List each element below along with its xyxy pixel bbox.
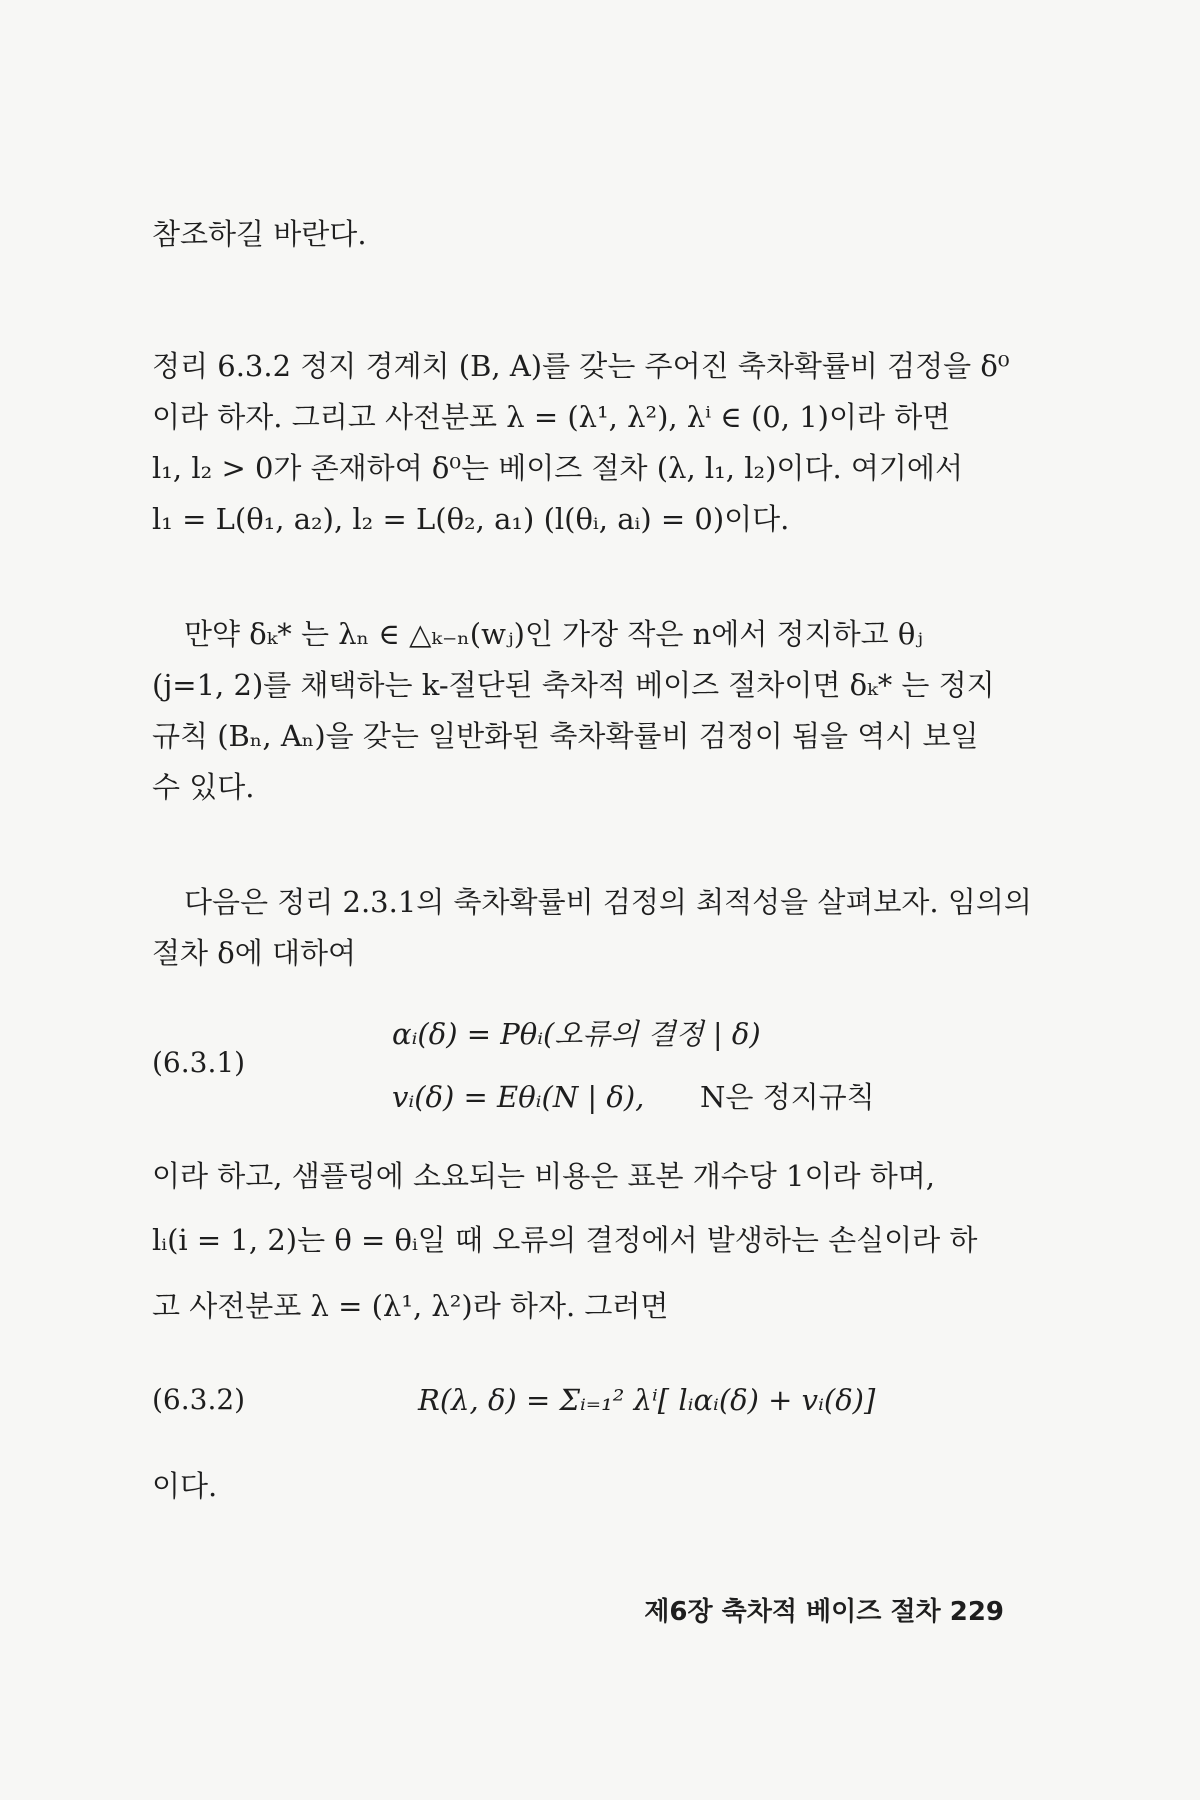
paragraph-line: 다음은 정리 2.3.1의 축차확률비 검정의 최적성을 살펴보자. 임의의 [184, 885, 1032, 919]
equation-number: (6.3.1) [152, 1046, 246, 1079]
equation-line: vᵢ(δ) = Eθᵢ(N | δ), [392, 1080, 645, 1114]
intro-line: 참조하길 바란다. [152, 217, 367, 251]
paragraph-line: 이라 하고, 샘플링에 소요되는 비용은 표본 개수당 1이라 하며, [152, 1159, 935, 1193]
paragraph-line: 절차 δ에 대하여 [152, 936, 356, 970]
equation-line: αᵢ(δ) = Pθᵢ(오류의 결정 | δ) [392, 1017, 761, 1051]
paragraph-line: 만약 δₖ* 는 λₙ ∈ △ₖ₋ₙ(wⱼ)인 가장 작은 n에서 정지하고 θⱼ [184, 617, 923, 651]
theorem-line: 정리 6.3.2 정지 경계치 (B, A)를 갖는 주어진 축차확률비 검정을 δ⁰ [152, 349, 1010, 383]
running-footer: 제6장 축차적 베이즈 절차 229 [644, 1597, 1004, 1627]
equation-note: N은 정지규칙 [700, 1080, 875, 1114]
theorem-line: l₁, l₂ > 0가 존재하여 δ⁰는 베이즈 절차 (λ, l₁, l₂)이다. 여기에서 [152, 451, 963, 485]
theorem-line: l₁ = L(θ₁, a₂), l₂ = L(θ₂, a₁) (l(θᵢ, aᵢ) = 0)이다. [152, 502, 790, 536]
equation-number: (6.3.2) [152, 1383, 246, 1416]
paragraph-line: 수 있다. [152, 770, 255, 804]
paragraph-line: 규칙 (Bₙ, Aₙ)을 갖는 일반화된 축차확률비 검정이 됨을 역시 보일 [152, 719, 979, 753]
paragraph-line: 고 사전분포 λ = (λ¹, λ²)라 하자. 그러면 [152, 1289, 669, 1323]
paragraph-line: (j=1, 2)를 채택하는 k-절단된 축차적 베이즈 절차이면 δₖ* 는 정지 [152, 668, 995, 702]
theorem-line: 이라 하자. 그리고 사전분포 λ = (λ¹, λ²), λⁱ ∈ (0, 1)이라 하면 [152, 400, 951, 434]
closing-line: 이다. [152, 1469, 218, 1503]
paragraph-line: lᵢ(i = 1, 2)는 θ = θᵢ일 때 오류의 결정에서 발생하는 손실이라 하 [152, 1223, 978, 1257]
equation-line: R(λ, δ) = Σᵢ₌₁² λⁱ[ lᵢαᵢ(δ) + vᵢ(δ)] [418, 1383, 876, 1417]
